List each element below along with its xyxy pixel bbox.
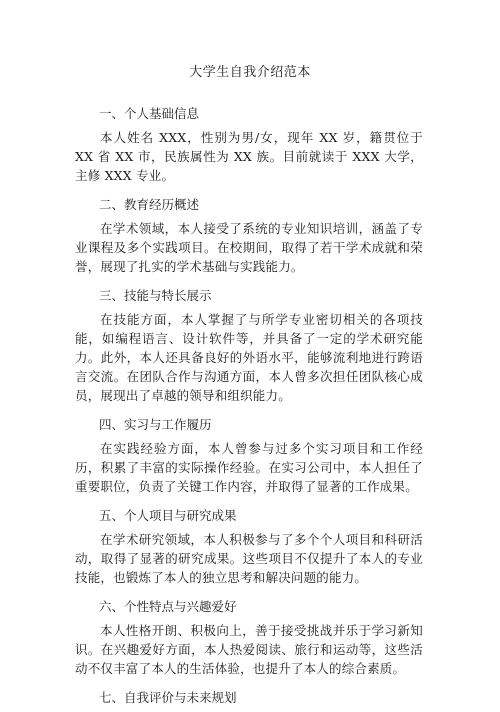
section-self-evaluation (75, 688, 423, 707)
document-title: 大学生自我介绍范本 (189, 65, 311, 80)
section-paragraph: 本人性格开朗、积极向上，善于接受挑战并乐于学习新知识。在兴趣爱好方面，本人热爱阅读、旅行和运动等，这些活动不仅丰富了本人的生活体验，也提升了本人的综合素质。 (75, 623, 423, 676)
section-heading: 三、技能与特长展示 (99, 288, 212, 303)
section-projects (75, 506, 423, 587)
section-basic-info (75, 104, 423, 185)
section-paragraph: 本人姓名 XXX，性别为男/女，现年 XX 岁，籍贯位于 XX 省 XX 市，民族属性为 XX 族。目前就读于 XXX 大学，主修 XXX 专业。 (75, 130, 423, 183)
section-education (75, 195, 423, 276)
section-paragraph: 在技能方面，本人掌握了与所学专业密切相关的各项技能，如编程语言、设计软件等，并具备了一定的学术研究能力。此外，本人还具备良好的外语水平，能够流利地进行跨语言交流。在团队合作与沟通方面，本人曾多次担任团队核心成员，展现出了卓越的领导和组织能力。 (75, 312, 423, 403)
section-heading: 一、个人基础信息 (99, 106, 200, 121)
section-paragraph: 在实践经验方面，本人曾参与过多个实习项目和工作经历，积累了丰富的实际操作经验。在实习公司中，本人担任了重要职位，负责了关键工作内容，并取得了显著的工作成果。 (75, 441, 423, 494)
section-heading: 六、个性特点与兴趣爱好 (99, 599, 237, 614)
section-internship (75, 415, 423, 496)
section-heading: 七、自我评价与未来规划 (99, 690, 237, 705)
section-paragraph: 在学术研究领域，本人积极参与了多个个人项目和科研活动，取得了显著的研究成果。这些项目不仅提升了本人的专业技能，也锻炼了本人的独立思考和解决问题的能力。 (75, 532, 423, 585)
document-body (75, 104, 423, 712)
section-heading: 五、个人项目与研究成果 (99, 508, 237, 523)
section-paragraph: 在学术领域，本人接受了系统的专业知识培训，涵盖了专业课程及多个实践项目。在校期间，取得了若干学术成就和荣誉，展现了扎实的学术基础与实践能力。 (75, 221, 423, 274)
section-heading: 四、实习与工作履历 (99, 417, 212, 432)
section-heading: 二、教育经历概述 (99, 197, 200, 212)
section-personality (75, 597, 423, 678)
section-skills (75, 286, 423, 405)
